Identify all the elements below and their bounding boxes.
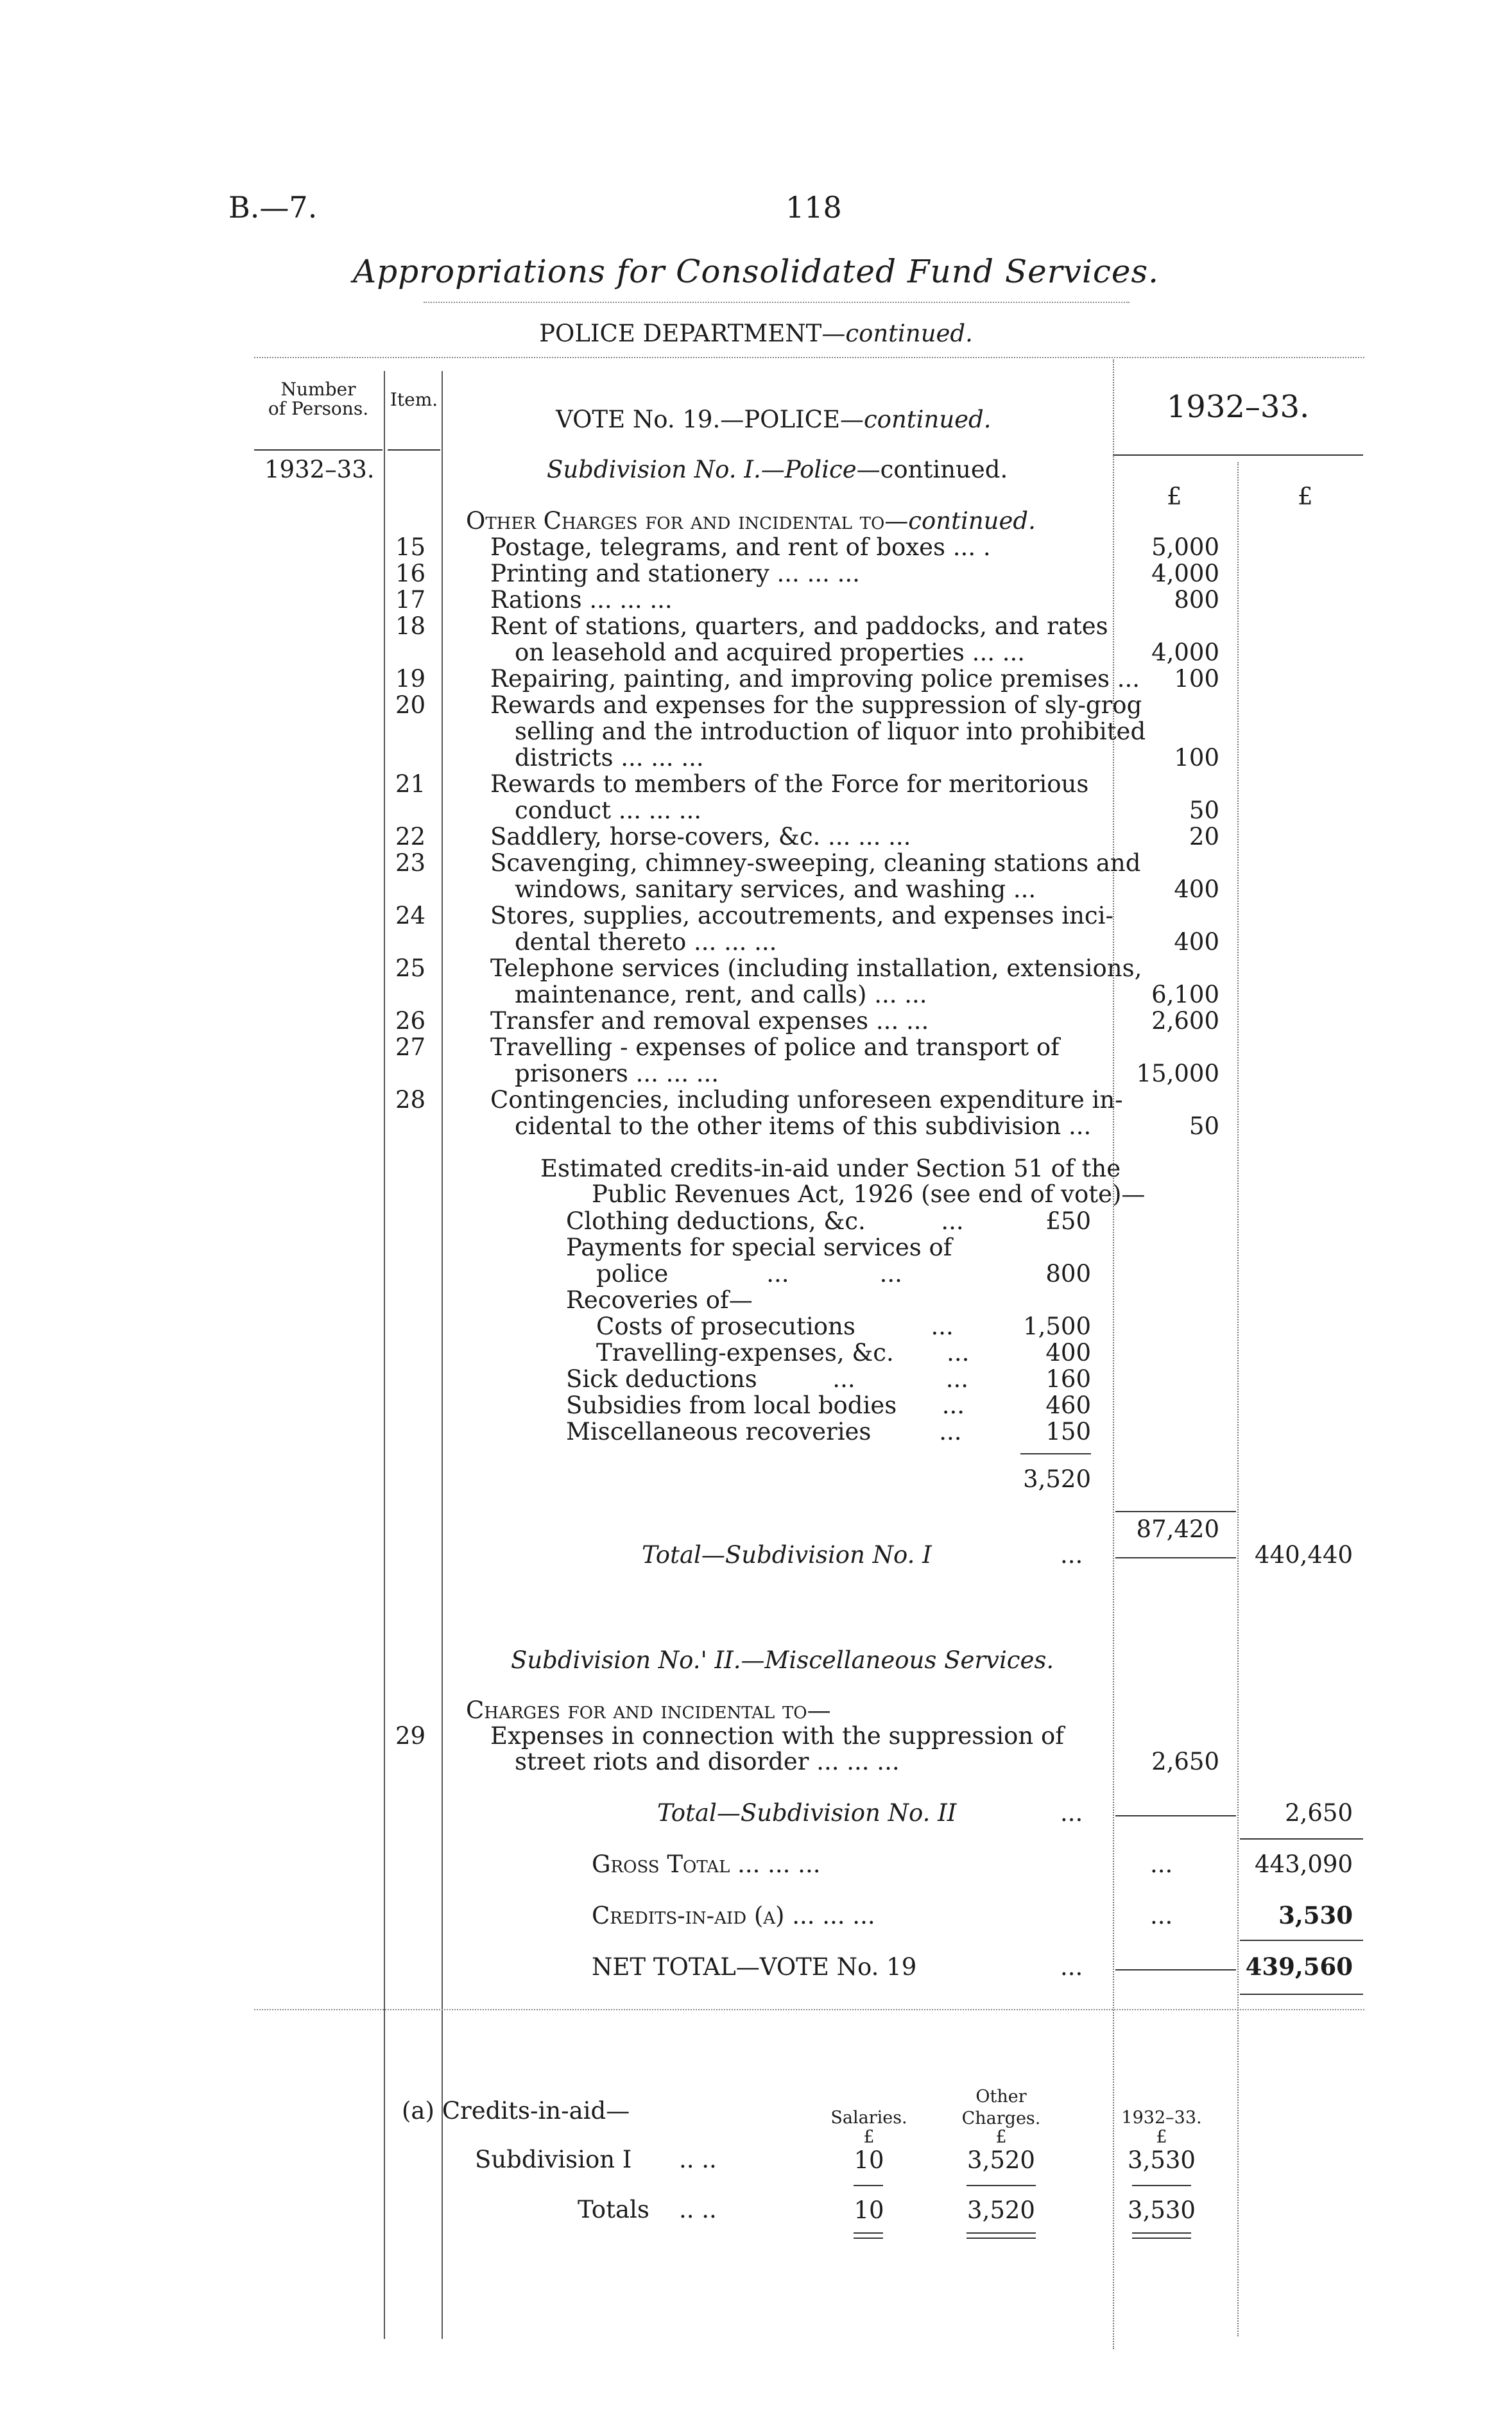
credit-label: Payments for special services of	[566, 1234, 952, 1261]
year-header: 1932–33.	[1166, 389, 1310, 425]
item-number: 19	[395, 665, 426, 693]
page-title: Appropriations for Consolidated Fund Services.	[352, 253, 1159, 290]
subdivision2-total-label: Total—Subdivision No. II	[657, 1799, 957, 1827]
item-description-line: districts ... ... ...	[515, 744, 704, 772]
footnote-double-rule-col1b	[854, 2238, 883, 2239]
footnote-title: (a) Credits-in-aid—	[402, 2097, 630, 2125]
item-amount: 100	[1174, 744, 1219, 772]
item-description-line: windows, sanitary services, and washing ...	[515, 875, 1036, 903]
item-number: 17	[395, 586, 426, 614]
footnote-double-rule-col3a	[1132, 2232, 1191, 2234]
other-charges-heading-continued: —continued.	[884, 507, 1036, 535]
credits-in-aid-amount: 3,530	[1278, 1901, 1353, 1929]
item-amount: 50	[1189, 1112, 1219, 1140]
page-number: 118	[786, 190, 842, 225]
subdivision1-total-rule	[1115, 1557, 1236, 1558]
item-amount: 5,000	[1151, 533, 1219, 561]
item-description-line: on leasehold and acquired properties ... ...	[515, 639, 1026, 666]
credits-intro-line1: Estimated credits-in-aid under Section 51 of the	[540, 1155, 1121, 1182]
item-description-line: selling and the introduction of liquor into prohibited	[515, 718, 1146, 745]
item-description-line: Transfer and removal expenses ... ...	[490, 1007, 929, 1035]
vote-title	[556, 406, 992, 433]
department-heading	[0, 320, 1512, 347]
footnote-row1-year: 3,530	[1128, 2146, 1196, 2174]
item-amount: 50	[1189, 797, 1219, 824]
item-description-line: prisoners ... ... ...	[515, 1060, 719, 1087]
footnote-row2-dots: .. ..	[679, 2196, 717, 2223]
item-number: 18	[395, 612, 426, 640]
subdivision2-section: Charges for and incidental to—	[466, 1696, 831, 1724]
subdivision2-item-amount: 2,650	[1151, 1748, 1219, 1775]
item-description-line: dental thereto ... ... ...	[515, 928, 777, 956]
persons-header-rule	[254, 449, 382, 451]
credits-in-aid-mid: ...	[1150, 1902, 1173, 1929]
other-charges-heading-text: Other Charges for and incidental to	[466, 507, 885, 535]
credits-sum-rule	[1020, 1453, 1091, 1454]
item-number: 20	[395, 691, 426, 719]
credit-amount: 150	[1045, 1418, 1091, 1445]
credit-label: Sick deductions ... ...	[566, 1365, 969, 1393]
item-number: 26	[395, 1007, 426, 1035]
item-description-line: Postage, telegrams, and rent of boxes ... .	[490, 533, 991, 561]
footnote-row1-label: Subdivision I	[475, 2146, 632, 2173]
subdivision2-item-number: 29	[395, 1722, 426, 1750]
subdivision2-item-line2: street riots and disorder ... ... ...	[515, 1748, 900, 1775]
item-number: 24	[395, 902, 426, 929]
credit-amount: 160	[1045, 1365, 1091, 1393]
footnote-row2-year: 3,530	[1128, 2196, 1196, 2224]
item-number: 28	[395, 1086, 426, 1114]
footnote-rule-col3	[1132, 2185, 1191, 2186]
item-header-rule	[388, 449, 440, 451]
footnote-col2-header-line2: Charges.	[961, 2109, 1041, 2128]
subdivision2-col3-rule	[1240, 1838, 1363, 1840]
footnote-col1-pound: £	[863, 2127, 875, 2147]
page-reference: B.—7.	[228, 190, 318, 225]
footnote-col2-header	[943, 2086, 1059, 2130]
credits-total: 3,520	[1023, 1465, 1091, 1493]
persons-column-rule	[384, 371, 385, 2339]
item-amount: 400	[1174, 875, 1219, 903]
item-number: 25	[395, 954, 426, 982]
item-amount: 2,600	[1151, 1007, 1219, 1035]
net-total-amount: 439,560	[1245, 1953, 1353, 1981]
item-number: 27	[395, 1033, 426, 1061]
department-name: POLICE DEPARTMENT	[539, 320, 822, 347]
item-description-line: Printing and stationery ... ... ...	[490, 560, 860, 587]
item-description-line: Stores, supplies, accoutrements, and expenses inci-	[490, 902, 1113, 929]
credit-label: Miscellaneous recoveries ...	[566, 1418, 962, 1445]
credits-in-aid-rule	[1240, 1940, 1363, 1941]
gross-total-mid: ...	[1150, 1850, 1173, 1878]
year-header-rule	[1113, 454, 1363, 456]
footnote-double-rule-col2a	[966, 2232, 1036, 2234]
subdivision2-item-line1: Expenses in connection with the suppression of	[490, 1722, 1064, 1750]
item-description-line: Saddlery, horse-covers, &c. ... ... ...	[490, 823, 911, 850]
footnote-row1-salaries: 10	[854, 2146, 884, 2174]
item-amount: 20	[1189, 823, 1219, 850]
pound-column2: £	[1298, 483, 1313, 510]
footnote-col2-pound: £	[995, 2127, 1007, 2147]
item-description-line: Contingencies, including unforeseen expenditure in-	[490, 1086, 1123, 1114]
pound-column1: £	[1167, 483, 1182, 510]
footnote-rule-col2	[966, 2185, 1036, 2186]
credit-amount: £50	[1045, 1207, 1091, 1235]
credit-amount: 400	[1045, 1339, 1091, 1367]
item-amount: 15,000	[1136, 1060, 1219, 1087]
gross-total-amount: 443,090	[1254, 1850, 1353, 1878]
footnote-col3-header: 1932–33.	[1121, 2108, 1202, 2128]
footnote-double-rule-col3b	[1132, 2238, 1191, 2239]
item-description-line: Rewards and expenses for the suppression of sly-grog	[490, 691, 1142, 719]
item-description-line: Rewards to members of the Force for meritorious	[490, 770, 1089, 798]
footnote-row1-dots: .. ..	[679, 2146, 717, 2173]
footnote-row2-label: Totals	[578, 2196, 649, 2223]
table-bottom-rule	[254, 2009, 1364, 2010]
other-charges-heading	[466, 507, 1036, 535]
item-description-line: Telephone services (including installation, extensions,	[490, 954, 1142, 982]
net-total-dots: ...	[1060, 1953, 1083, 1981]
item-amount: 4,000	[1151, 639, 1219, 666]
net-total-rule	[1240, 1994, 1363, 1995]
amount-column-rule-mid	[1237, 462, 1239, 2336]
item-description-line: cidental to the other items of this subdivision ...	[515, 1112, 1092, 1140]
net-total-mid-rule	[1115, 1969, 1236, 1971]
title-rule	[424, 302, 1130, 303]
footnote-double-rule-col2b	[966, 2238, 1036, 2239]
credit-label: Recoveries of—	[566, 1286, 753, 1314]
header-top-rule	[254, 357, 1364, 358]
persons-year: 1932–33.	[264, 456, 375, 483]
item-amount: 400	[1174, 928, 1219, 956]
credit-label: Subsidies from local bodies ...	[566, 1392, 965, 1419]
item-number: 16	[395, 560, 426, 587]
credit-label: Costs of prosecutions ...	[566, 1313, 954, 1340]
footnote-col1-header: Salaries.	[830, 2108, 907, 2128]
subdivision2-total-amount: 2,650	[1285, 1799, 1353, 1827]
footnote-row2-other: 3,520	[967, 2196, 1035, 2224]
credit-amount: 800	[1045, 1260, 1091, 1288]
item-description-line: Travelling - expenses of police and transport of	[490, 1033, 1060, 1061]
footnote-col3-pound: £	[1156, 2127, 1167, 2147]
credit-label: Travelling-expenses, &c. ...	[566, 1339, 970, 1367]
persons-header-line1: Number	[280, 379, 356, 400]
item-number: 15	[395, 533, 426, 561]
item-header: Item.	[390, 389, 438, 410]
footnote-row1-other: 3,520	[967, 2146, 1035, 2174]
item-description-line: conduct ... ... ...	[515, 797, 702, 824]
item-number: 22	[395, 823, 426, 850]
credits-in-aid-label: Credits-in-aid (a) ... ... ...	[592, 1902, 875, 1929]
subdivision1-total-dots: ...	[1060, 1541, 1083, 1569]
persons-header	[254, 380, 382, 418]
item-number: 23	[395, 849, 426, 877]
item-description-line: Repairing, painting, and improving police premises ...	[490, 665, 1140, 693]
footnote-col2-header-line1: Other	[975, 2087, 1027, 2107]
credit-amount: 1,500	[1023, 1313, 1091, 1340]
subdivision1-total-label: Total—Subdivision No. I	[642, 1541, 932, 1569]
footnote-double-rule-col1a	[854, 2232, 883, 2234]
item-description-line: Rent of stations, quarters, and paddocks, and rates	[490, 612, 1108, 640]
item-column-rule	[442, 371, 443, 2339]
other-charges-total: 87,420	[1136, 1515, 1219, 1543]
item-amount: 6,100	[1151, 981, 1219, 1008]
subdivision2-heading: Subdivision No.' II.—Miscellaneous Services.	[511, 1646, 1054, 1674]
credit-label: Clothing deductions, &c. ...	[566, 1207, 964, 1235]
subdivision2-total-dots: ...	[1060, 1799, 1083, 1827]
department-continued: —continued.	[821, 320, 973, 347]
vote-title-text: VOTE No. 19.—POLICE	[556, 406, 840, 433]
credit-label: police ... ...	[566, 1260, 902, 1288]
footnote-row2-salaries: 10	[854, 2196, 884, 2224]
vote-title-continued: —continued.	[839, 406, 992, 433]
item-amount: 100	[1174, 665, 1219, 693]
subdivision1-heading-text: Subdivision No. I.—Police	[547, 456, 857, 483]
credit-amount: 460	[1045, 1392, 1091, 1419]
subdivision1-heading-continued: —continued.	[856, 456, 1008, 483]
subdivision1-charges-rule	[1115, 1511, 1236, 1512]
subdivision1-heading	[547, 456, 1008, 483]
subdivision1-total-amount: 440,440	[1254, 1541, 1353, 1569]
subdivision2-total-rule	[1115, 1815, 1236, 1816]
item-description-line: maintenance, rent, and calls) ... ...	[515, 981, 927, 1008]
item-amount: 800	[1174, 586, 1219, 614]
persons-header-line2: of Persons.	[268, 398, 369, 419]
credits-intro-line2: Public Revenues Act, 1926 (see end of vote)—	[592, 1180, 1146, 1208]
item-amount: 4,000	[1151, 560, 1219, 587]
item-description-line: Scavenging, chimney-sweeping, cleaning stations and	[490, 849, 1141, 877]
item-description-line: Rations ... ... ...	[490, 586, 673, 614]
footnote-rule-col1	[854, 2185, 883, 2186]
net-total-label: NET TOTAL—VOTE No. 19	[592, 1953, 917, 1981]
item-number: 21	[395, 770, 426, 798]
gross-total-label: Gross Total ... ... ...	[592, 1850, 821, 1878]
